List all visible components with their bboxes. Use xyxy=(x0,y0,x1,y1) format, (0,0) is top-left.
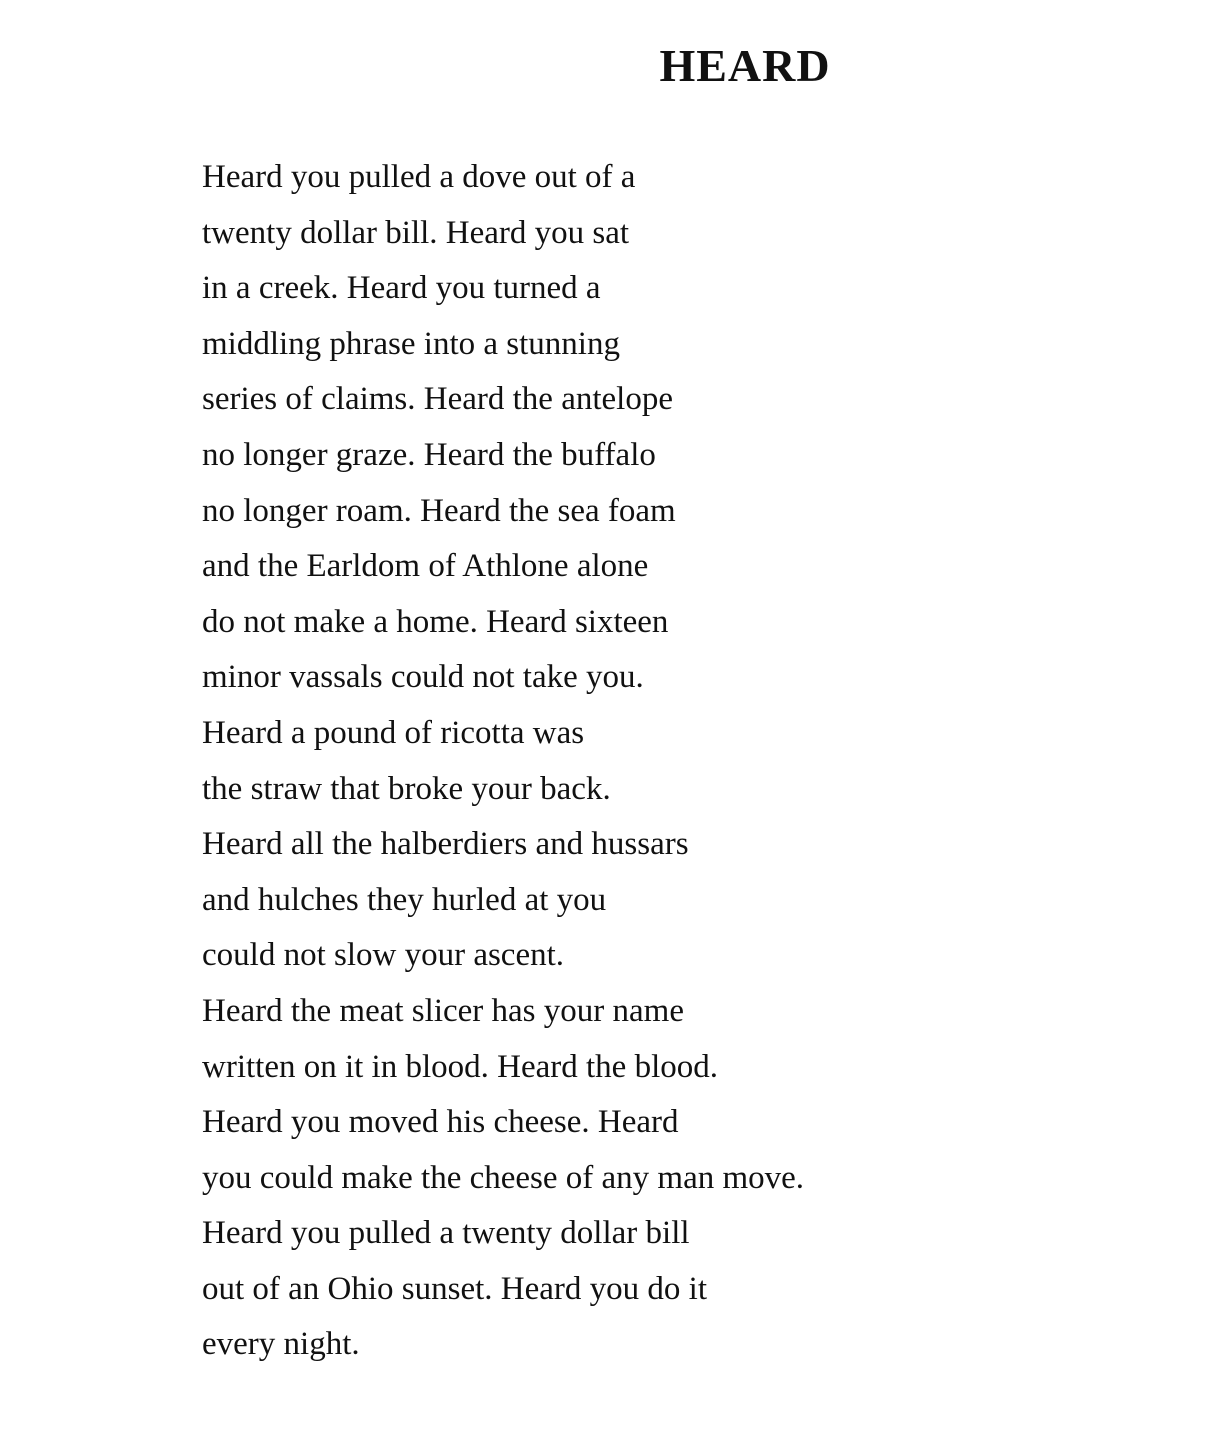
poem-line: Heard you pulled a twenty dollar bill xyxy=(202,1215,690,1252)
poem-line: and hulches they hurled at you xyxy=(202,881,607,918)
poem-title: HEARD xyxy=(659,40,831,91)
poem-line: written on it in blood. Heard the blood. xyxy=(202,1048,718,1085)
poem-line: no longer roam. Heard the sea foam xyxy=(202,492,676,529)
poem-line: no longer graze. Heard the buffalo xyxy=(202,436,656,473)
poem-line: could not slow your ascent. xyxy=(202,937,565,974)
poem-line: the straw that broke your back. xyxy=(202,770,611,807)
poem-line: and the Earldom of Athlone alone xyxy=(202,548,649,585)
poem-body xyxy=(202,150,804,1373)
poem-line: in a creek. Heard you turned a xyxy=(202,270,601,307)
poem-line: Heard you pulled a dove out of a xyxy=(202,159,636,195)
poem-line: Heard a pound of ricotta was xyxy=(202,714,585,751)
poem-line: twenty dollar bill. Heard you sat xyxy=(202,214,630,251)
poem-line: minor vassals could not take you. xyxy=(202,659,644,696)
poem-line: Heard all the halberdiers and hussars xyxy=(202,826,689,863)
poem-line: do not make a home. Heard sixteen xyxy=(202,603,669,640)
poem-line: series of claims. Heard the antelope xyxy=(202,381,673,418)
poem-line: middling phrase into a stunning xyxy=(202,325,620,362)
poem-line: Heard the meat slicer has your name xyxy=(202,992,684,1029)
poem-line: Heard you moved his cheese. Heard xyxy=(202,1104,679,1141)
poem-line: you could make the cheese of any man move. xyxy=(202,1159,805,1196)
poem-line: every night. xyxy=(202,1326,360,1363)
poem-line: out of an Ohio sunset. Heard you do it xyxy=(202,1270,708,1307)
